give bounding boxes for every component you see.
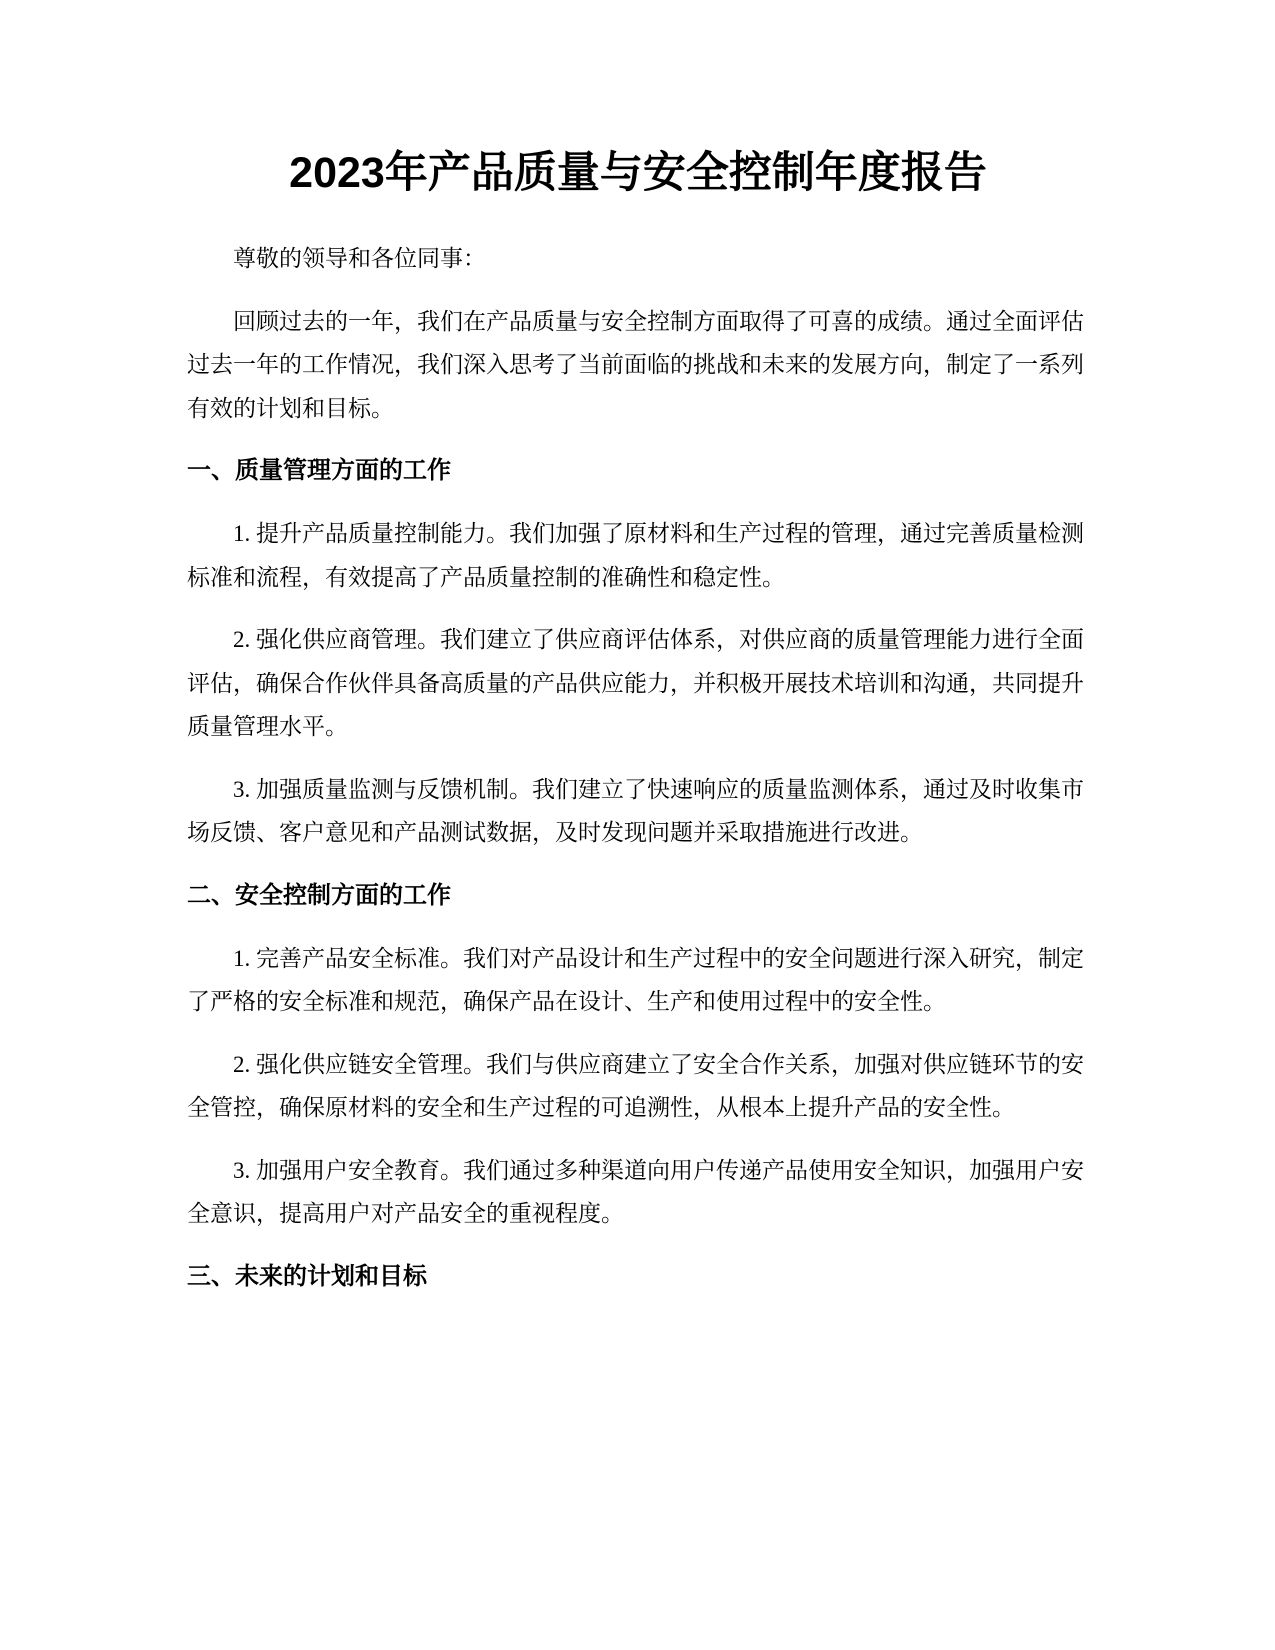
list-item: 2. 强化供应商管理。我们建立了供应商评估体系，对供应商的质量管理能力进行全面评估，确保合作伙伴具备高质量的产品供应能力，并积极开展技术培训和沟通，共同提升质量管理水平。 <box>187 627 1084 739</box>
section-heading: 二、安全控制方面的工作 <box>187 881 451 909</box>
list-item: 2. 强化供应链安全管理。我们与供应商建立了安全合作关系，加强对供应链环节的安全管控，确保原材料的安全和生产过程的可追溯性，从根本上提升产品的安全性。 <box>187 1051 1084 1120</box>
list-item: 1. 完善产品安全标准。我们对产品设计和生产过程中的安全问题进行深入研究，制定了严格的安全标准和规范，确保产品在设计、生产和使用过程中的安全性。 <box>187 945 1084 1014</box>
document-body <box>187 145 1089 1318</box>
section-future-plans <box>187 1255 1089 1299</box>
list-item: 1. 提升产品质量控制能力。我们加强了原材料和生产过程的管理，通过完善质量检测标准和流程，有效提高了产品质量控制的准确性和稳定性。 <box>187 521 1084 590</box>
section-heading: 三、未来的计划和目标 <box>187 1262 427 1290</box>
document-title: 2023年产品质量与安全控制年度报告 <box>289 149 987 197</box>
section-quality-management <box>187 449 1089 855</box>
intro-paragraph: 回顾过去的一年，我们在产品质量与安全控制方面取得了可喜的成绩。通过全面评估过去一年的工作情况，我们深入思考了当前面临的挑战和未来的发展方向，制定了一系列有效的计划和目标。 <box>187 308 1084 421</box>
section-heading: 一、质量管理方面的工作 <box>187 457 451 484</box>
list-item: 3. 加强质量监测与反馈机制。我们建立了快速响应的质量监测体系，通过及时收集市场反馈、客户意见和产品测试数据，及时发现问题并采取措施进行改进。 <box>187 776 1084 845</box>
list-item: 3. 加强用户安全教育。我们通过多种渠道向用户传递产品使用安全知识，加强用户安全意识，提高用户对产品安全的重视程度。 <box>187 1157 1084 1226</box>
section-safety-control <box>187 874 1089 1236</box>
greeting-paragraph: 尊敬的领导和各位同事： <box>233 246 486 271</box>
